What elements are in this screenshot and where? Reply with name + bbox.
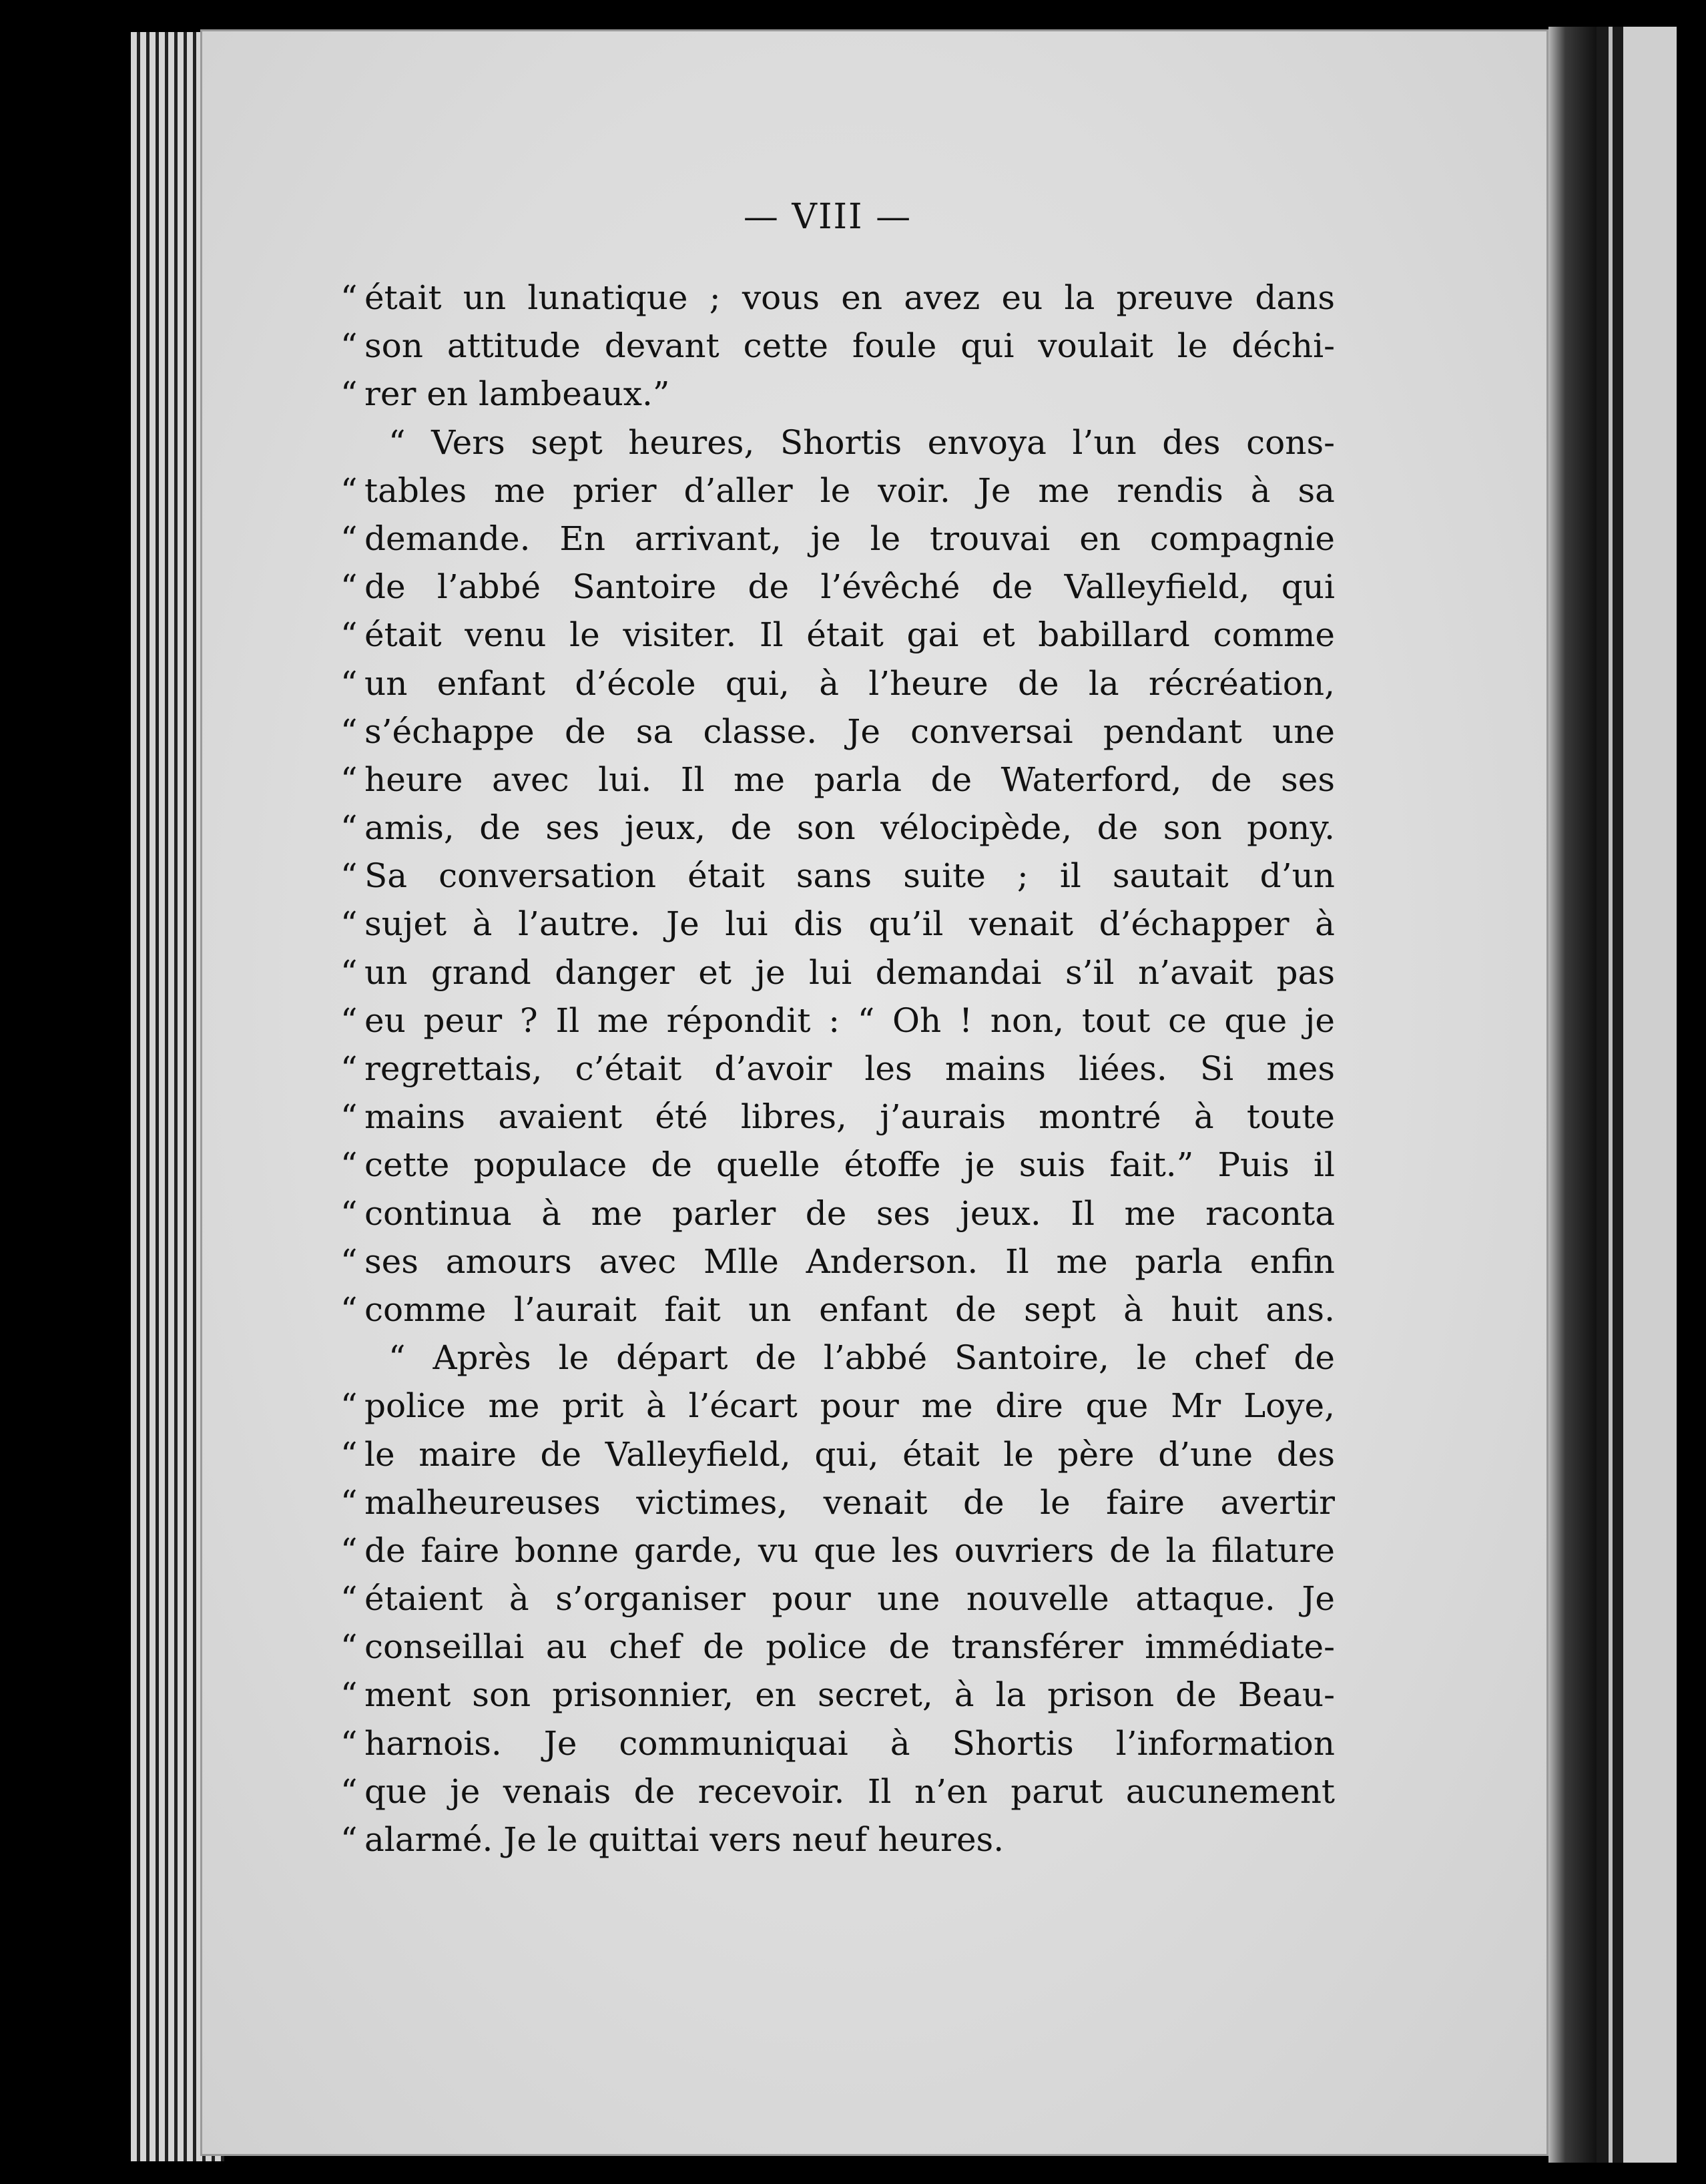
text-line xyxy=(340,948,1335,997)
text-line xyxy=(340,1575,1335,1623)
line-text: Sa conversation était sans suite ; il sautait d’un xyxy=(364,856,1335,896)
text-line xyxy=(340,1141,1335,1189)
text-line xyxy=(340,563,1335,611)
text-line xyxy=(340,1286,1335,1334)
line-text: alarmé. Je le quittai vers neuf heures. xyxy=(364,1820,1005,1859)
text-line xyxy=(340,997,1335,1045)
line-text: rer en lambeaux.” xyxy=(364,374,670,414)
text-line xyxy=(340,1623,1335,1671)
quote-mark: “ xyxy=(340,808,358,848)
line-text: de faire bonne garde, vu que les ouvriers de la filature xyxy=(364,1531,1335,1570)
quote-mark: “ xyxy=(340,712,358,751)
line-text: eu peur ? Il me répondit : “ Oh ! non, tout ce que je xyxy=(364,1001,1335,1040)
line-text: de l’abbé Santoire de l’évêché de Valleyfield, qui xyxy=(364,567,1335,607)
line-text: tables me prier d’aller le voir. Je me rendis à sa xyxy=(364,471,1335,510)
text-line xyxy=(340,1093,1335,1141)
line-text: ment son prisonnier, en secret, à la prison de Beau- xyxy=(364,1675,1335,1715)
text-line xyxy=(340,1478,1335,1527)
body-text xyxy=(340,274,1335,1864)
quote-mark: “ xyxy=(340,1193,358,1233)
text-line xyxy=(340,467,1335,515)
text-line xyxy=(340,659,1335,708)
text-line xyxy=(340,419,1335,467)
quote-mark: “ xyxy=(340,519,358,558)
line-text: étaient à s’organiser pour une nouvelle attaque. Je xyxy=(364,1579,1335,1619)
text-line xyxy=(340,900,1335,948)
text-line xyxy=(340,756,1335,804)
quote-mark: “ xyxy=(340,615,358,655)
line-text: mains avaient été libres, j’aurais montré à toute xyxy=(364,1097,1335,1137)
text-line xyxy=(340,1767,1335,1816)
quote-mark: “ xyxy=(340,326,358,366)
page-number: — VIII — xyxy=(743,197,912,237)
quote-mark: “ xyxy=(340,1675,358,1715)
book-spine xyxy=(1548,27,1597,2163)
quote-mark: “ xyxy=(340,1097,358,1137)
line-text: le maire de Valleyfield, qui, était le père d’une des xyxy=(364,1434,1335,1474)
quote-mark: “ xyxy=(340,760,358,799)
line-text: regrettais, c’était d’avoir les mains liées. Si mes xyxy=(364,1049,1335,1088)
line-text: était venu le visiter. Il était gai et babillard comme xyxy=(364,615,1335,655)
quote-mark: “ xyxy=(340,904,358,944)
quote-mark: “ xyxy=(340,1820,358,1859)
quote-mark: “ xyxy=(340,1434,358,1474)
text-line xyxy=(340,1238,1335,1286)
quote-mark: “ xyxy=(340,1531,358,1570)
quote-mark: “ xyxy=(340,1242,358,1281)
text-line xyxy=(340,515,1335,563)
line-text: sujet à l’autre. Je lui dis qu’il venait d’échapper à xyxy=(364,904,1335,944)
text-line xyxy=(340,1671,1335,1719)
line-text: malheureuses victimes, venait de le faire avertir xyxy=(364,1482,1335,1522)
quote-mark: “ xyxy=(340,1579,358,1619)
text-line xyxy=(340,274,1335,322)
text-line xyxy=(340,1430,1335,1478)
quote-mark: “ xyxy=(340,278,358,317)
line-text: que je venais de recevoir. Il n’en parut aucunement xyxy=(364,1771,1335,1811)
line-text: “ Vers sept heures, Shortis envoya l’un des cons- xyxy=(388,423,1335,462)
quote-mark: “ xyxy=(340,471,358,510)
text-line xyxy=(340,708,1335,756)
quote-mark: “ xyxy=(340,663,358,703)
line-text: continua à me parler de ses jeux. Il me raconta xyxy=(364,1193,1335,1233)
quote-mark: “ xyxy=(340,1771,358,1811)
line-text: conseillai au chef de police de transférer immédiate- xyxy=(364,1627,1335,1667)
text-line xyxy=(340,852,1335,900)
text-line xyxy=(340,1189,1335,1238)
line-text: son attitude devant cette foule qui voulait le déchi- xyxy=(364,326,1335,366)
quote-mark: “ xyxy=(340,1049,358,1088)
text-line xyxy=(340,322,1335,370)
line-text: était un lunatique ; vous en avez eu la preuve dans xyxy=(364,278,1335,317)
quote-mark: “ xyxy=(340,374,358,414)
line-text: comme l’aurait fait un enfant de sept à huit ans. xyxy=(364,1290,1335,1329)
quote-mark: “ xyxy=(340,1482,358,1522)
line-text: un grand danger et je lui demandai s’il n’avait pas xyxy=(364,952,1335,992)
quote-mark: “ xyxy=(340,1627,358,1667)
line-text: heure avec lui. Il me parla de Waterford, de ses xyxy=(364,760,1335,799)
quote-mark: “ xyxy=(340,1386,358,1426)
next-page-edge xyxy=(1597,27,1677,2163)
quote-mark: “ xyxy=(340,567,358,607)
text-line xyxy=(340,1527,1335,1575)
line-text: amis, de ses jeux, de son vélocipède, de son pony. xyxy=(364,808,1335,848)
quote-mark: “ xyxy=(340,1290,358,1329)
quote-mark: “ xyxy=(340,1145,358,1185)
quote-mark: “ xyxy=(340,856,358,896)
line-text: un enfant d’école qui, à l’heure de la récréation, xyxy=(364,663,1335,703)
line-text: s’échappe de sa classe. Je conversai pendant une xyxy=(364,712,1335,751)
text-line xyxy=(340,804,1335,852)
line-text: demande. En arrivant, je le trouvai en compagnie xyxy=(364,519,1335,558)
text-line xyxy=(340,1382,1335,1430)
quote-mark: “ xyxy=(340,1001,358,1040)
line-text: “ Après le départ de l’abbé Santoire, le chef de xyxy=(388,1338,1335,1378)
quote-mark: “ xyxy=(340,1723,358,1763)
text-line xyxy=(340,1719,1335,1767)
text-line xyxy=(340,611,1335,659)
line-text: ses amours avec Mlle Anderson. Il me parla enfin xyxy=(364,1242,1335,1281)
line-text: harnois. Je communiquai à Shortis l’information xyxy=(364,1723,1335,1763)
text-line xyxy=(340,1816,1335,1864)
text-line xyxy=(340,1334,1335,1382)
line-text: cette populace de quelle étoffe je suis fait.” Puis il xyxy=(364,1145,1335,1185)
text-line xyxy=(340,1045,1335,1093)
line-text: police me prit à l’écart pour me dire que Mr Loye, xyxy=(364,1386,1335,1426)
quote-mark: “ xyxy=(340,952,358,992)
text-line xyxy=(340,370,1335,418)
